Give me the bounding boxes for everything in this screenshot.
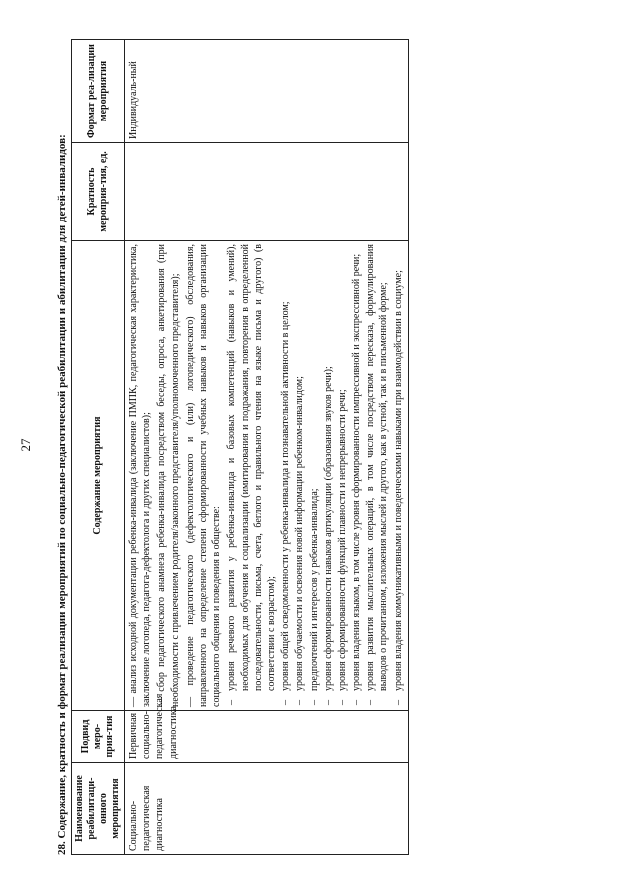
list-item: – уровня сформированности навыков артикуляции (образования звуков речи); xyxy=(322,244,335,691)
cell-frequency xyxy=(125,143,409,241)
list-item: – уровня сформированности функций плавности и непрерывности речи; xyxy=(336,244,349,691)
cell-name: Социально-педагогическая диагностика xyxy=(125,763,409,855)
table-row xyxy=(125,40,409,855)
cell-subtype: Первичная социально-педагогическая диагностика xyxy=(125,711,409,763)
content-paragraph: — сбор педагогического анамнеза ребенка-инвалида посредством беседы, опроса, анкетирования (при необходимости с привлечением родителя/законного представителя/уполномоченного представителя); xyxy=(156,244,181,707)
table-header-row xyxy=(72,40,125,855)
header-subtype: Подвид меро-прия-тия xyxy=(72,711,125,763)
list-item: – уровня обучаемости и освоения новой информации ребенком-инвалидом; xyxy=(293,244,306,691)
list-item: – предпочтений и интересов у ребенка-инвалида; xyxy=(308,244,321,691)
content-paragraph: — анализ исходной документации ребенка-инвалида (заключение ПМПК, педагогическая характеристика, заключение логопеда, педагога-дефектолога и других специалистов); xyxy=(128,244,153,707)
list-item: – уровня речевого развития у ребенка-инвалида и базовых компетенций (навыков и умений), необходимых для обучения и социализации (имитирования и подражания, повторения в определенной последовательности, письма, счета, беглого и правильного чтения на языке письма и другого) (в соответствии с возрастом); xyxy=(225,244,278,691)
header-format: Формат реа-лизации мероприятия xyxy=(72,40,125,143)
list-item: – уровня владения коммуникативными и поведенческими навыками при взаимодействии в социуме; xyxy=(392,244,405,691)
list-item: – уровня владения языком, в том числе уровня сформированности импрессивной и экспрессивной речи; xyxy=(350,244,363,691)
header-frequency: Кратность мероприя-тия, ед. xyxy=(72,143,125,241)
list-item: – уровня общей осведомленности у ребенка-инвалида и познавательной активности в целом; xyxy=(279,244,292,691)
rotated-document-content xyxy=(55,40,595,855)
document-title: 28. Содержание, кратность и формат реализации мероприятий по социально-педагогической реабилитации и абилитации для детей-инвалидов: xyxy=(56,134,68,855)
content-block xyxy=(127,244,405,707)
header-name: Наименование реабилитаци-онного мероприятия xyxy=(72,763,125,855)
list-item: – уровня развития мыслительных операций, в том числе посредством пересказа, формулирования выводов о прочитанном, изложения мыслей и другого, как в устной, так и в письменной форме; xyxy=(364,244,390,691)
content-list xyxy=(225,244,404,707)
page-number: 27 xyxy=(18,438,33,452)
rehabilitation-table xyxy=(71,39,409,855)
content-paragraph: — проведение педагогического (дефектологического и (или) логопедического) обследования, направленного на определение степени сформированности учебных навыков и навыков организации социального общения и поведения в обществе: xyxy=(184,244,223,707)
header-content: Содержание мероприятия xyxy=(72,241,125,711)
cell-content xyxy=(125,241,409,711)
cell-format: Индивидуаль-ный xyxy=(125,40,409,143)
